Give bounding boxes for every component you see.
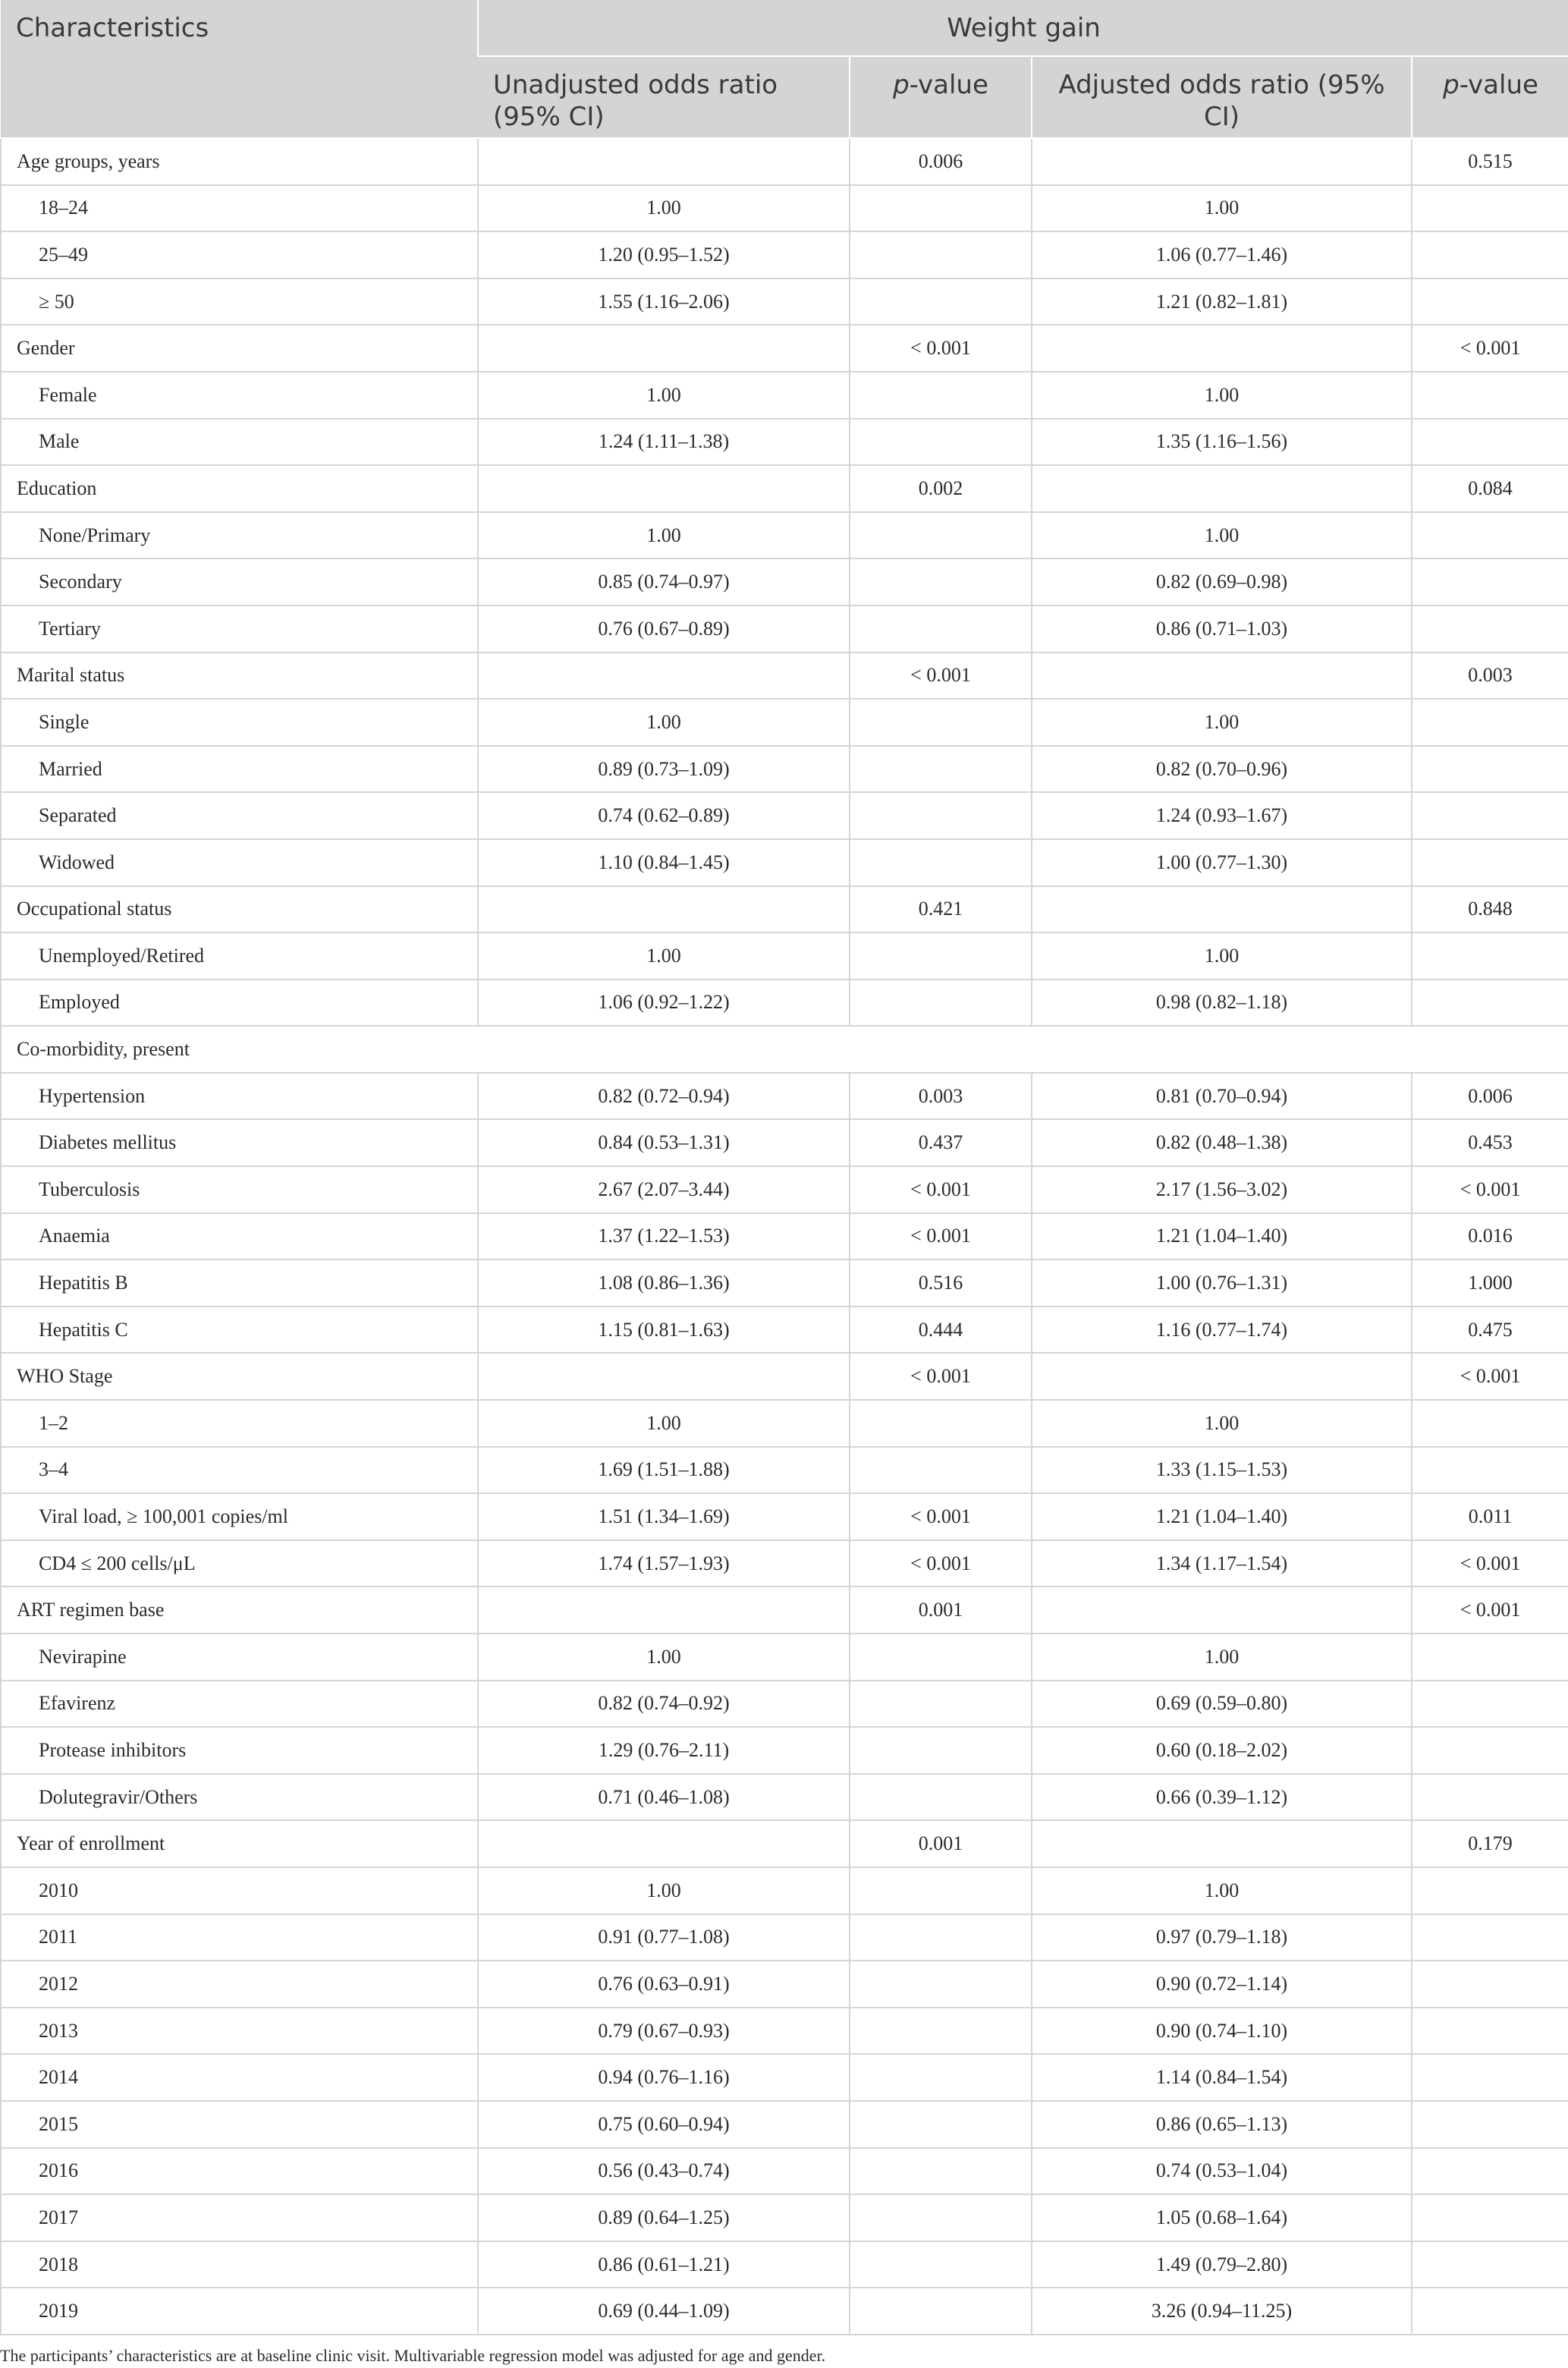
p-value-adjusted-cell: < 0.001 <box>1412 1166 1568 1213</box>
row-label: 2015 <box>1 2101 478 2148</box>
adjusted-or-cell <box>1032 653 1412 700</box>
row-label: Separated <box>1 792 478 839</box>
adjusted-or-cell: 1.21 (1.04–1.40) <box>1032 1213 1412 1260</box>
p-value-unadjusted-cell: 0.516 <box>850 1259 1032 1307</box>
unadjusted-or-cell: 1.00 <box>478 699 850 746</box>
table-body <box>1 138 1568 2335</box>
adjusted-or-cell: 1.00 <box>1032 1867 1412 1914</box>
row-label: 2016 <box>1 2148 478 2195</box>
row-label: 2011 <box>1 1914 478 1961</box>
p-value-unadjusted-cell <box>850 839 1032 886</box>
p-value-unadjusted-cell <box>850 2148 1032 2195</box>
row-label: 3–4 <box>1 1447 478 1494</box>
p-value-unadjusted-cell <box>850 419 1032 466</box>
unadjusted-or-cell: 2.67 (2.07–3.44) <box>478 1166 850 1213</box>
unadjusted-or-cell: 0.91 (0.77–1.08) <box>478 1914 850 1961</box>
table-row-subcategory <box>1 2288 1568 2335</box>
unadjusted-or-cell: 1.10 (0.84–1.45) <box>478 839 850 886</box>
p-value-unadjusted-cell: < 0.001 <box>850 1540 1032 1587</box>
adjusted-or-cell <box>1032 138 1412 185</box>
p-value-adjusted-cell: 0.011 <box>1412 1493 1568 1540</box>
row-label: Married <box>1 746 478 793</box>
p-value-unadjusted-cell <box>850 1867 1032 1914</box>
table-row-subcategory <box>1 1119 1568 1166</box>
table-row-category <box>1 1820 1568 1867</box>
p-value-adjusted-cell <box>1412 839 1568 886</box>
p-value-adjusted-cell <box>1412 2054 1568 2101</box>
unadjusted-or-cell: 0.56 (0.43–0.74) <box>478 2148 850 2195</box>
unadjusted-or-cell: 0.89 (0.73–1.09) <box>478 746 850 793</box>
p-value-unadjusted-cell <box>850 1634 1032 1681</box>
p-value-unadjusted-cell <box>850 932 1032 980</box>
row-label: 2010 <box>1 1867 478 1914</box>
table-row-category <box>1 1353 1568 1400</box>
p-value-unadjusted-cell <box>850 699 1032 746</box>
unadjusted-or-cell: 1.00 <box>478 932 850 980</box>
row-label: 2019 <box>1 2288 478 2335</box>
table-row-subcategory <box>1 1681 1568 1728</box>
unadjusted-or-cell: 0.82 (0.74–0.92) <box>478 1681 850 1728</box>
table-row-subcategory <box>1 558 1568 605</box>
p-value-unadjusted-cell <box>850 605 1032 653</box>
row-label: Female <box>1 372 478 419</box>
p-value-adjusted-cell: 0.515 <box>1412 138 1568 185</box>
p-value-adjusted-cell <box>1412 1727 1568 1774</box>
unadjusted-or-cell: 1.00 <box>478 372 850 419</box>
p-value-unadjusted-cell <box>850 1961 1032 2008</box>
p-value-adjusted-cell <box>1412 2241 1568 2288</box>
unadjusted-or-cell: 1.55 (1.16–2.06) <box>478 278 850 325</box>
row-label: Co-morbidity, present <box>1 1026 1568 1073</box>
row-label: Hepatitis C <box>1 1307 478 1354</box>
table-row-subcategory <box>1 372 1568 419</box>
row-label: Efavirenz <box>1 1681 478 1728</box>
table-footnote: The participants’ characteristics are at baseline clinic visit. Multivariable regression model was adjusted for age and gender. <box>0 2346 826 2365</box>
p-value-adjusted-cell <box>1412 1961 1568 2008</box>
p-value-unadjusted-cell <box>850 746 1032 793</box>
p-value-unadjusted-cell <box>850 558 1032 605</box>
p-value-adjusted-cell <box>1412 605 1568 653</box>
unadjusted-or-cell: 1.00 <box>478 1634 850 1681</box>
table-row-subcategory <box>1 1727 1568 1774</box>
table-row-category <box>1 138 1568 185</box>
row-label: Male <box>1 419 478 466</box>
table-row-category <box>1 325 1568 372</box>
unadjusted-or-cell <box>478 1820 850 1867</box>
p-value-unadjusted-cell <box>850 1774 1032 1821</box>
table-row-subcategory <box>1 2194 1568 2241</box>
p-value-adjusted-cell <box>1412 1867 1568 1914</box>
table-row-subcategory <box>1 1867 1568 1914</box>
p-value-unadjusted-cell <box>850 1727 1032 1774</box>
table-row-subcategory <box>1 1493 1568 1540</box>
p-value-adjusted-cell <box>1412 2101 1568 2148</box>
weight-gain-header: Weight gain <box>478 0 1568 56</box>
row-label: 25–49 <box>1 231 478 278</box>
row-label: Tertiary <box>1 605 478 653</box>
p-value-unadjusted-cell: 0.444 <box>850 1307 1032 1354</box>
p-value-unadjusted-cell <box>850 2288 1032 2335</box>
table-row-subcategory <box>1 2148 1568 2195</box>
unadjusted-or-cell: 0.94 (0.76–1.16) <box>478 2054 850 2101</box>
unadjusted-or-cell: 0.89 (0.64–1.25) <box>478 2194 850 2241</box>
row-label: 2018 <box>1 2241 478 2288</box>
table-row-subcategory <box>1 231 1568 278</box>
p-value-adjusted-cell <box>1412 1447 1568 1494</box>
unadjusted-or-cell: 1.69 (1.51–1.88) <box>478 1447 850 1494</box>
adjusted-or-cell <box>1032 1587 1412 1634</box>
table-row-subcategory <box>1 1166 1568 1213</box>
table-row-subcategory <box>1 1447 1568 1494</box>
adjusted-or-cell: 1.00 (0.77–1.30) <box>1032 839 1412 886</box>
adjusted-or-cell: 1.33 (1.15–1.53) <box>1032 1447 1412 1494</box>
table-row-category <box>1 886 1568 933</box>
row-label: Hypertension <box>1 1073 478 1120</box>
adjusted-or-cell <box>1032 1820 1412 1867</box>
adjusted-or-cell: 1.49 (0.79–2.80) <box>1032 2241 1412 2288</box>
row-label: Diabetes mellitus <box>1 1119 478 1166</box>
p-value-unadjusted-cell <box>850 278 1032 325</box>
row-label: 2013 <box>1 2008 478 2055</box>
row-label: ≥ 50 <box>1 278 478 325</box>
table-row-category <box>1 653 1568 700</box>
row-label: 2012 <box>1 1961 478 2008</box>
adjusted-or-cell: 1.00 <box>1032 185 1412 232</box>
p-value-unadjusted-cell: < 0.001 <box>850 1166 1032 1213</box>
p-value-adjusted-cell: 1.000 <box>1412 1259 1568 1307</box>
p-value-adjusted-cell <box>1412 1400 1568 1447</box>
p-value-adjusted-cell <box>1412 231 1568 278</box>
unadjusted-or-cell: 0.69 (0.44–1.09) <box>478 2288 850 2335</box>
table-row-subcategory <box>1 512 1568 559</box>
adjusted-or-cell: 0.66 (0.39–1.12) <box>1032 1774 1412 1821</box>
table-row-subcategory <box>1 2054 1568 2101</box>
adjusted-or-cell: 1.00 <box>1032 1634 1412 1681</box>
p-value-adjusted-cell <box>1412 699 1568 746</box>
unadjusted-or-cell <box>478 1353 850 1400</box>
adjusted-or-cell <box>1032 465 1412 512</box>
adjusted-or-cell: 0.74 (0.53–1.04) <box>1032 2148 1412 2195</box>
adjusted-or-cell: 0.82 (0.70–0.96) <box>1032 746 1412 793</box>
p-value-adjusted-cell <box>1412 185 1568 232</box>
adjusted-or-cell: 1.00 <box>1032 372 1412 419</box>
p-value-unadjusted-cell: 0.421 <box>850 886 1032 933</box>
unadjusted-or-cell: 0.76 (0.67–0.89) <box>478 605 850 653</box>
p-value-adjusted-cell: 0.016 <box>1412 1213 1568 1260</box>
p-value-unadjusted-cell <box>850 2008 1032 2055</box>
p-value-adjusted-cell: 0.848 <box>1412 886 1568 933</box>
p-value-adjusted-cell <box>1412 746 1568 793</box>
p-value-adjusted-cell <box>1412 2148 1568 2195</box>
unadjusted-or-cell: 0.86 (0.61–1.21) <box>478 2241 850 2288</box>
p-value-unadjusted-cell <box>850 512 1032 559</box>
p-value-unadjusted-cell <box>850 2101 1032 2148</box>
p-value-adjusted-cell: 0.006 <box>1412 1073 1568 1120</box>
p-value-unadjusted-cell: 0.001 <box>850 1820 1032 1867</box>
table-row-category <box>1 1587 1568 1634</box>
row-label: Single <box>1 699 478 746</box>
row-label: Education <box>1 465 478 512</box>
row-label: Anaemia <box>1 1213 478 1260</box>
row-label: 18–24 <box>1 185 478 232</box>
table-row-subcategory <box>1 792 1568 839</box>
unadjusted-or-cell: 1.24 (1.11–1.38) <box>478 419 850 466</box>
p-value-unadjusted-cell: < 0.001 <box>850 653 1032 700</box>
adjusted-or-cell: 1.21 (0.82–1.81) <box>1032 278 1412 325</box>
table-row-subcategory <box>1 980 1568 1027</box>
table-row-subcategory <box>1 2241 1568 2288</box>
p-value-unadjusted-cell <box>850 231 1032 278</box>
unadjusted-or-cell: 0.79 (0.67–0.93) <box>478 2008 850 2055</box>
row-label: Hepatitis B <box>1 1259 478 1307</box>
adjusted-or-cell: 1.35 (1.16–1.56) <box>1032 419 1412 466</box>
unadjusted-or-cell: 0.82 (0.72–0.94) <box>478 1073 850 1120</box>
table-row-subcategory <box>1 1259 1568 1307</box>
p-value-unadjusted-cell: < 0.001 <box>850 325 1032 372</box>
p-value-unadjusted-cell: 0.002 <box>850 465 1032 512</box>
p-value-unadjusted-cell: 0.003 <box>850 1073 1032 1120</box>
p-letter: p <box>893 70 910 100</box>
p-value-adjusted-cell: 0.003 <box>1412 653 1568 700</box>
p-value-adjusted-cell <box>1412 512 1568 559</box>
unadjusted-or-header: Unadjusted odds ratio (95% CI) <box>478 56 850 138</box>
adjusted-or-cell: 3.26 (0.94–11.25) <box>1032 2288 1412 2335</box>
adjusted-or-cell: 0.97 (0.79–1.18) <box>1032 1914 1412 1961</box>
p-value-header-adjusted <box>1412 56 1568 138</box>
adjusted-or-cell: 0.90 (0.72–1.14) <box>1032 1961 1412 2008</box>
table-row-subcategory <box>1 1073 1568 1120</box>
adjusted-or-cell: 0.81 (0.70–0.94) <box>1032 1073 1412 1120</box>
adjusted-or-cell: 0.82 (0.69–0.98) <box>1032 558 1412 605</box>
unadjusted-or-cell <box>478 1587 850 1634</box>
p-value-adjusted-cell: < 0.001 <box>1412 325 1568 372</box>
unadjusted-or-cell: 1.00 <box>478 512 850 559</box>
table-row-subcategory <box>1 278 1568 325</box>
p-value-adjusted-cell <box>1412 2008 1568 2055</box>
p-value-adjusted-cell <box>1412 372 1568 419</box>
adjusted-or-cell: 0.69 (0.59–0.80) <box>1032 1681 1412 1728</box>
table-row-subcategory <box>1 1540 1568 1587</box>
adjusted-or-cell <box>1032 325 1412 372</box>
row-label: Dolutegravir/Others <box>1 1774 478 1821</box>
unadjusted-or-cell: 0.84 (0.53–1.31) <box>478 1119 850 1166</box>
p-value-adjusted-cell: < 0.001 <box>1412 1587 1568 1634</box>
table-row-subcategory <box>1 839 1568 886</box>
table-row-subcategory <box>1 932 1568 980</box>
row-label: Secondary <box>1 558 478 605</box>
unadjusted-or-cell: 1.00 <box>478 1400 850 1447</box>
p-value-unadjusted-cell: 0.001 <box>850 1587 1032 1634</box>
row-label: ART regimen base <box>1 1587 478 1634</box>
adjusted-or-cell: 1.21 (1.04–1.40) <box>1032 1493 1412 1540</box>
p-value-unadjusted-cell <box>850 2194 1032 2241</box>
table-row-subcategory <box>1 1774 1568 1821</box>
unadjusted-or-cell: 1.51 (1.34–1.69) <box>478 1493 850 1540</box>
row-label: Viral load, ≥ 100,001 copies/ml <box>1 1493 478 1540</box>
table-row-category <box>1 1026 1568 1073</box>
adjusted-or-cell: 2.17 (1.56–3.02) <box>1032 1166 1412 1213</box>
adjusted-or-cell: 1.24 (0.93–1.67) <box>1032 792 1412 839</box>
unadjusted-or-cell: 1.00 <box>478 185 850 232</box>
adjusted-or-cell: 1.06 (0.77–1.46) <box>1032 231 1412 278</box>
table-row-subcategory <box>1 1914 1568 1961</box>
p-value-adjusted-cell: 0.084 <box>1412 465 1568 512</box>
p-letter: p <box>1443 70 1460 100</box>
p-value-unadjusted-cell <box>850 1400 1032 1447</box>
p-value-adjusted-cell <box>1412 2194 1568 2241</box>
adjusted-or-cell <box>1032 886 1412 933</box>
row-label: Unemployed/Retired <box>1 932 478 980</box>
row-label: None/Primary <box>1 512 478 559</box>
unadjusted-or-cell: 1.06 (0.92–1.22) <box>478 980 850 1027</box>
adjusted-or-cell: 1.16 (0.77–1.74) <box>1032 1307 1412 1354</box>
p-value-adjusted-cell <box>1412 419 1568 466</box>
p-value-adjusted-cell <box>1412 792 1568 839</box>
row-label: CD4 ≤ 200 cells/μL <box>1 1540 478 1587</box>
p-suffix: -value <box>909 70 988 100</box>
table-row-subcategory <box>1 419 1568 466</box>
p-value-adjusted-cell <box>1412 558 1568 605</box>
p-value-adjusted-cell <box>1412 1634 1568 1681</box>
table-row-subcategory <box>1 1961 1568 2008</box>
unadjusted-or-cell: 1.15 (0.81–1.63) <box>478 1307 850 1354</box>
table-header <box>1 0 1568 138</box>
p-value-adjusted-cell <box>1412 2288 1568 2335</box>
p-value-adjusted-cell: < 0.001 <box>1412 1353 1568 1400</box>
p-value-unadjusted-cell: 0.437 <box>850 1119 1032 1166</box>
unadjusted-or-cell: 1.74 (1.57–1.93) <box>478 1540 850 1587</box>
adjusted-or-cell: 1.05 (0.68–1.64) <box>1032 2194 1412 2241</box>
p-value-unadjusted-cell <box>850 2241 1032 2288</box>
p-value-adjusted-cell <box>1412 1774 1568 1821</box>
row-label: Age groups, years <box>1 138 478 185</box>
p-value-unadjusted-cell <box>850 1914 1032 1961</box>
p-value-unadjusted-cell <box>850 372 1032 419</box>
table-row-subcategory <box>1 1400 1568 1447</box>
p-value-adjusted-cell <box>1412 980 1568 1027</box>
table-row-subcategory <box>1 2101 1568 2148</box>
p-value-adjusted-cell: < 0.001 <box>1412 1540 1568 1587</box>
row-label: Marital status <box>1 653 478 700</box>
p-value-unadjusted-cell <box>850 1681 1032 1728</box>
unadjusted-or-cell: 1.29 (0.76–2.11) <box>478 1727 850 1774</box>
adjusted-or-cell: 1.00 (0.76–1.31) <box>1032 1259 1412 1307</box>
p-value-unadjusted-cell: < 0.001 <box>850 1213 1032 1260</box>
table-row-subcategory <box>1 185 1568 232</box>
p-value-adjusted-cell <box>1412 1914 1568 1961</box>
p-value-unadjusted-cell <box>850 185 1032 232</box>
unadjusted-or-cell: 0.85 (0.74–0.97) <box>478 558 850 605</box>
table-row-subcategory <box>1 1307 1568 1354</box>
adjusted-or-cell: 0.86 (0.71–1.03) <box>1032 605 1412 653</box>
characteristics-header: Characteristics <box>1 0 478 138</box>
adjusted-or-cell: 0.82 (0.48–1.38) <box>1032 1119 1412 1166</box>
p-value-unadjusted-cell <box>850 1447 1032 1494</box>
adjusted-or-cell: 1.00 <box>1032 932 1412 980</box>
p-value-unadjusted-cell <box>850 980 1032 1027</box>
unadjusted-or-cell: 0.75 (0.60–0.94) <box>478 2101 850 2148</box>
p-value-adjusted-cell <box>1412 1681 1568 1728</box>
p-value-adjusted-cell: 0.475 <box>1412 1307 1568 1354</box>
row-label: 2017 <box>1 2194 478 2241</box>
row-label: 1–2 <box>1 1400 478 1447</box>
table-row-subcategory <box>1 1634 1568 1681</box>
adjusted-or-cell: 1.14 (0.84–1.54) <box>1032 2054 1412 2101</box>
unadjusted-or-cell: 1.20 (0.95–1.52) <box>478 231 850 278</box>
row-label: Occupational status <box>1 886 478 933</box>
unadjusted-or-cell <box>478 138 850 185</box>
unadjusted-or-cell: 1.00 <box>478 1867 850 1914</box>
p-value-unadjusted-cell <box>850 792 1032 839</box>
unadjusted-or-cell: 0.71 (0.46–1.08) <box>478 1774 850 1821</box>
table-row-subcategory <box>1 1213 1568 1260</box>
table-row-subcategory <box>1 605 1568 653</box>
row-label: Employed <box>1 980 478 1027</box>
adjusted-or-cell: 0.98 (0.82–1.18) <box>1032 980 1412 1027</box>
adjusted-or-cell: 1.34 (1.17–1.54) <box>1032 1540 1412 1587</box>
row-label: Tuberculosis <box>1 1166 478 1213</box>
unadjusted-or-cell: 0.74 (0.62–0.89) <box>478 792 850 839</box>
unadjusted-or-cell <box>478 886 850 933</box>
p-value-adjusted-cell <box>1412 278 1568 325</box>
unadjusted-or-cell <box>478 465 850 512</box>
p-value-header-unadjusted <box>850 56 1032 138</box>
unadjusted-or-cell: 1.08 (0.86–1.36) <box>478 1259 850 1307</box>
p-value-unadjusted-cell <box>850 2054 1032 2101</box>
p-value-unadjusted-cell: < 0.001 <box>850 1353 1032 1400</box>
adjusted-or-cell <box>1032 1353 1412 1400</box>
unadjusted-or-cell <box>478 325 850 372</box>
unadjusted-or-cell: 1.37 (1.22–1.53) <box>478 1213 850 1260</box>
p-value-adjusted-cell: 0.179 <box>1412 1820 1568 1867</box>
adjusted-or-cell: 1.00 <box>1032 512 1412 559</box>
table-row-subcategory <box>1 699 1568 746</box>
row-label: Widowed <box>1 839 478 886</box>
row-label: Year of enrollment <box>1 1820 478 1867</box>
row-label: 2014 <box>1 2054 478 2101</box>
table-row-subcategory <box>1 746 1568 793</box>
adjusted-or-cell: 0.60 (0.18–2.02) <box>1032 1727 1412 1774</box>
adjusted-or-header: Adjusted odds ratio (95% CI) <box>1032 56 1412 138</box>
unadjusted-or-cell <box>478 653 850 700</box>
adjusted-or-cell: 1.00 <box>1032 699 1412 746</box>
table-row-subcategory <box>1 2008 1568 2055</box>
p-value-adjusted-cell: 0.453 <box>1412 1119 1568 1166</box>
row-label: Gender <box>1 325 478 372</box>
unadjusted-or-cell: 0.76 (0.63–0.91) <box>478 1961 850 2008</box>
table-row-category <box>1 465 1568 512</box>
p-suffix: -value <box>1459 70 1538 100</box>
row-label: Nevirapine <box>1 1634 478 1681</box>
adjusted-or-cell: 0.90 (0.74–1.10) <box>1032 2008 1412 2055</box>
row-label: Protease inhibitors <box>1 1727 478 1774</box>
p-value-unadjusted-cell: 0.006 <box>850 138 1032 185</box>
row-label: WHO Stage <box>1 1353 478 1400</box>
adjusted-or-cell: 1.00 <box>1032 1400 1412 1447</box>
p-value-adjusted-cell <box>1412 932 1568 980</box>
p-value-unadjusted-cell: < 0.001 <box>850 1493 1032 1540</box>
adjusted-or-cell: 0.86 (0.65–1.13) <box>1032 2101 1412 2148</box>
